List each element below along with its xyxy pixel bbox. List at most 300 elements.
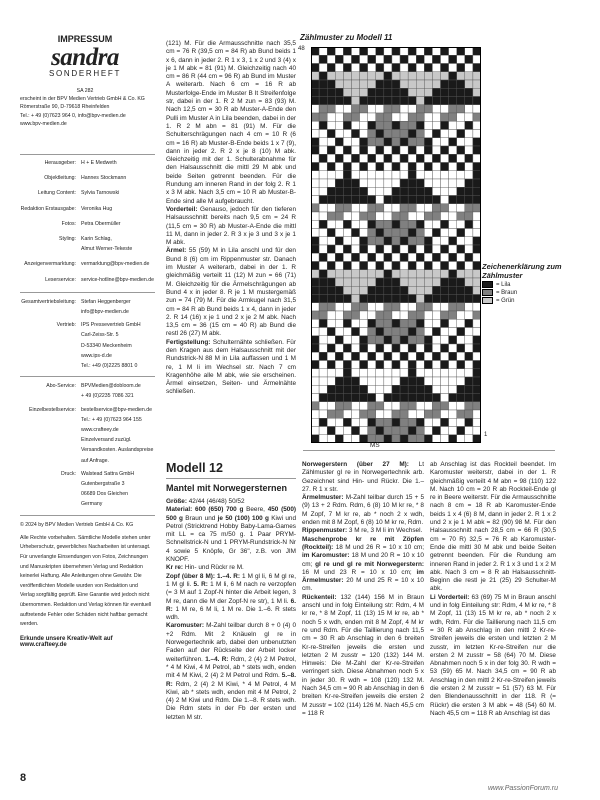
chart-cell [465,245,473,253]
chart-cell [449,187,457,195]
chart-cell [368,72,376,80]
chart-cell [473,55,481,63]
chart-cell [424,105,432,113]
chart-cell [400,121,408,129]
chart-cell [384,270,392,278]
chart-cell [424,295,432,303]
chart-cell [343,245,351,253]
chart-cell [473,64,481,72]
chart-cell [473,204,481,212]
chart-cell [343,196,351,204]
chart-cell [432,377,440,385]
chart-cell [368,295,376,303]
chart-cell [465,344,473,352]
chart-cell [343,97,351,105]
chart-cell [343,154,351,162]
chart-cell [441,105,449,113]
chart-cell [360,253,368,261]
chart-cell [408,328,416,336]
legend-item-gruen [482,297,562,305]
chart-cell [416,295,424,303]
chart-cell [441,278,449,286]
chart-cell [376,121,384,129]
chart-cell [408,138,416,146]
chart-cell [400,138,408,146]
chart-cell [368,352,376,360]
chart-cell [311,179,319,187]
chart-cell [408,245,416,253]
impressum-row [20,160,160,166]
chart-cell [335,377,343,385]
chart-cell [327,64,335,72]
chart-cell [424,427,432,435]
chart-cell [376,105,384,113]
chart-cell [384,64,392,72]
chart-cell [384,121,392,129]
chart-cell [360,113,368,121]
chart-cell [441,336,449,344]
chart-cell [432,171,440,179]
chart-cell [376,311,384,319]
chart-cell [384,113,392,121]
chart-cell [441,212,449,220]
chart-cell [465,237,473,245]
chart-cell [449,229,457,237]
chart-cell [408,336,416,344]
chart-cell [457,303,465,311]
chart-cell [319,171,327,179]
chart-cell [465,64,473,72]
chart-cell [343,80,351,88]
chart-cell [449,171,457,179]
chart-cell [343,229,351,237]
material-paragraph [166,506,296,564]
chart-cell [473,253,481,261]
chart-cell [432,47,440,55]
chart-cell [408,377,416,385]
chart-cell [311,47,319,55]
impressum-label: Leitung Content: [37,190,76,197]
chart-cell [432,113,440,121]
chart-cell [343,270,351,278]
chart-cell [351,311,359,319]
aermelmuster-paragraph [302,494,424,527]
chart-cell [368,146,376,154]
groesse-paragraph [166,498,296,506]
chart-cell [351,154,359,162]
chart-cell [360,328,368,336]
impressum-value: Petra Obermüller [81,220,121,227]
chart-cell [335,435,343,443]
chart-cell [457,394,465,402]
model-title: Modell 12 [166,461,223,475]
chart-cell [376,163,384,171]
legend-label: = Lila [496,282,511,289]
chart-cell [327,344,335,352]
chart-cell [335,253,343,261]
chart-cell [327,138,335,146]
chart-cell [343,385,351,393]
chart-cell [376,245,384,253]
chart-cell [327,163,335,171]
chart-cell [473,105,481,113]
chart-cell [449,328,457,336]
chart-cell [392,262,400,270]
chart-cell [384,97,392,105]
chart-cell [432,311,440,319]
material-heading: Material: 600 (650) 700 g [166,506,244,514]
chart-cell [432,105,440,113]
chart-cell [319,154,327,162]
chart-cell [416,64,424,72]
chart-cell [408,179,416,187]
chart-cell [376,113,384,121]
chart-cell [335,179,343,187]
chart-cell [384,72,392,80]
chart-cell [424,113,432,121]
chart-cell [457,237,465,245]
chart-cell [465,319,473,327]
chart-cell [408,229,416,237]
chart-cell [351,220,359,228]
chart-cell [335,55,343,63]
chart-cell [335,138,343,146]
chart-cell [384,179,392,187]
chart-cell [327,402,335,410]
chart-cell [319,295,327,303]
chart-cell [311,270,319,278]
chart-cell [360,97,368,105]
chart-cell [327,435,335,443]
chart-cell [432,328,440,336]
chart-cell [465,146,473,154]
material-amount: 450 (500) 500 g [166,506,297,522]
chart-cell [376,278,384,286]
chart-cell [311,303,319,311]
chart-cell [327,319,335,327]
publisher-line: Römerstraße 90, D-79618 Rheinfelden [20,104,110,111]
chart-cell [384,278,392,286]
chart-cell [449,138,457,146]
chart-cell [351,385,359,393]
chart-cell [400,245,408,253]
chart-cell [473,179,481,187]
chart-cell [311,88,319,96]
chart-cell [360,377,368,385]
chart-cell [416,179,424,187]
chart-cell [400,385,408,393]
chart-cell [400,435,408,443]
chart-cell [432,179,440,187]
chart-cell [360,154,368,162]
chart-cell [441,187,449,195]
chart-cell [432,64,440,72]
chart-cell [400,97,408,105]
chart-cell [432,385,440,393]
chart-cell [319,278,327,286]
impressum-label: Styling: [58,236,76,243]
chart-cell [368,336,376,344]
chart-cell [343,352,351,360]
chart-cell [473,402,481,410]
impressum-value: H + E Medweth [81,160,117,166]
chart-cell [400,179,408,187]
chart-cell [424,311,432,319]
chart-cell [335,328,343,336]
chart-cell [416,410,424,418]
chart-cell [457,286,465,294]
chart-cell [424,237,432,245]
chart-cell [441,435,449,443]
chart-cell [400,204,408,212]
chart-cell [408,311,416,319]
chart-cell [424,270,432,278]
karo-text: M-Zahl teilbar durch 8 + 0 (4) 0 +2 Rdm. Mit 2 Knäueln gl re in Norwegertechnik arb, dabei den unbenutzten Faden auf der Rückseite der Arbeit locker weiterführen. [166,622,296,663]
chart-cell [343,121,351,129]
groesse-heading: Größe: [166,498,187,505]
chart-cell [392,435,400,443]
chart-cell [319,427,327,435]
chart-cell [432,410,440,418]
chart-cell [432,146,440,154]
chart-cell [465,220,473,228]
chart-cell [360,163,368,171]
chart-cell [311,55,319,63]
impressum-value: Hannes Stockmann [81,175,127,182]
rueckenteil-paragraph [302,594,424,718]
impressum-row [20,299,160,315]
chart-cell [416,105,424,113]
chart-cell [457,138,465,146]
chart-cell [376,212,384,220]
chart-cell [351,229,359,237]
chart-cell [343,146,351,154]
chart-cell [400,105,408,113]
chart-cell [335,361,343,369]
chart-cell [368,80,376,88]
chart-cell [319,402,327,410]
chart-cell [457,47,465,55]
chart-cell [384,262,392,270]
chart-cell [327,385,335,393]
chart-cell [319,196,327,204]
chart-cell [319,229,327,237]
chart-cell [457,319,465,327]
chart-cell [327,369,335,377]
chart-cell [416,369,424,377]
chart-cell [424,97,432,105]
chart-cell [384,295,392,303]
chart-cell [319,113,327,121]
chart-cell [441,311,449,319]
issue-number: SA 282 [76,88,94,94]
chart-cell [343,237,351,245]
impressum-label: Anzeigenvermarktung: [24,261,76,268]
chart-cell [319,88,327,96]
chart-cell [392,369,400,377]
chart-cell [424,138,432,146]
chart-cell [473,361,481,369]
chart-cell [465,270,473,278]
chart-cell [311,286,319,294]
chart-cell [392,97,400,105]
chart-cell [408,64,416,72]
chart-cell [351,187,359,195]
chart-cell [319,262,327,270]
chart-cell [351,80,359,88]
chart-cell [360,311,368,319]
chart-cell [457,130,465,138]
chart-cell [376,130,384,138]
chart-cell [376,295,384,303]
chart-cell [449,344,457,352]
chart-cell [384,163,392,171]
chart-cell [327,336,335,344]
chart-cell [392,121,400,129]
aermel-heading: Ärmel: [166,247,187,255]
chart-cell [319,385,327,393]
chart-cell [335,262,343,270]
chart-cell [319,64,327,72]
chart-cell [360,410,368,418]
chart-cell [384,138,392,146]
chart-cell [368,303,376,311]
chart-cell [424,319,432,327]
chart-cell [424,344,432,352]
chart-cell [335,286,343,294]
chart-cell [424,146,432,154]
chart-cell [392,286,400,294]
chart-cell [392,47,400,55]
chart-cell [343,47,351,55]
chart-cell [384,187,392,195]
chart-cell [384,253,392,261]
chart-cell [376,97,384,105]
chart-cell [368,196,376,204]
chart-cell [457,278,465,286]
chart-cell [400,369,408,377]
chart-cell [441,113,449,121]
chart-cell [343,130,351,138]
chart-cell [376,146,384,154]
chart-cell [457,163,465,171]
chart-cell [376,385,384,393]
chart-cell [432,361,440,369]
brand-logo [20,46,150,78]
chart-cell [360,319,368,327]
chart-cell [416,303,424,311]
chart-cell [408,303,416,311]
chart-cell [432,278,440,286]
chart-cell [384,377,392,385]
chart-cell [392,427,400,435]
chart-cell [449,196,457,204]
chart-cell [457,64,465,72]
chart-cell [311,113,319,121]
chart-cell [335,88,343,96]
chart-cell [465,212,473,220]
chart-cell [384,245,392,253]
chart-cell [416,270,424,278]
chart-cell [441,328,449,336]
chart-cell [416,328,424,336]
chart-cell [392,163,400,171]
chart-cell [473,121,481,129]
chart-cell [441,361,449,369]
chart-cell [311,97,319,105]
chart-cell [416,138,424,146]
chart-cell [343,163,351,171]
chart-cell [392,311,400,319]
chart-cell [449,303,457,311]
chart-cell [416,278,424,286]
chart-cell [376,204,384,212]
footer-link[interactable]: Erkunde unsere Kreativ-Welt auf www.crafteey.de [20,635,113,648]
chart-cell [384,47,392,55]
chart-cell [351,361,359,369]
chart-cell [384,146,392,154]
chart-cell [449,377,457,385]
chart-cell [441,229,449,237]
chart-cell [368,187,376,195]
chart-cell [473,270,481,278]
chart-cell [335,130,343,138]
material-text: Braun und [182,514,218,522]
chart-cell [408,286,416,294]
chart-cell [360,138,368,146]
impressum-row [20,322,160,369]
chart-cell [441,171,449,179]
model-subtitle: Mantel mit Norwegersternen [166,483,288,493]
chart-cell [449,435,457,443]
chart-cell [424,130,432,138]
chart-cell [343,377,351,385]
chart-cell [327,311,335,319]
chart-cell [416,237,424,245]
chart-cell [327,295,335,303]
chart-cell [416,344,424,352]
chart-cell [424,402,432,410]
chart-cell [311,64,319,72]
chart-cell [384,286,392,294]
maschenprobe-heading: gl re und gl re mit Norwegerstern: [315,560,425,568]
chart-cell [408,88,416,96]
chart-cell [343,303,351,311]
chart-cell [368,418,376,426]
chart-cell [400,72,408,80]
impressum-label: Objektleitung: [44,175,76,182]
chart-cell [360,80,368,88]
chart-cell [416,187,424,195]
aermelmuster-text: M-Zahl teilbar durch 15 + 5 (9) 13 + 2 Rdm. Rdm, 6 (8) 10 M kr re, * 8 M Zopf, 7 M kr re, ab * noch 2 x wdh, enden mit 8 M Zopf, 6 (8) 10 M kr re, Rdm. [302,494,424,527]
chart-cell [473,427,481,435]
chart-cell [416,220,424,228]
chart-cell [432,220,440,228]
chart-cell [392,377,400,385]
chart-cell [473,262,481,270]
chart-cell [360,361,368,369]
chart-cell [360,179,368,187]
chart-cell [424,220,432,228]
publisher-line: Tel.: + 49 (0)7623 964 0, info@bpv-medien.de [20,112,126,119]
chart-cell [400,212,408,220]
chart-cell [384,130,392,138]
chart-cell [392,352,400,360]
chart-cell [408,361,416,369]
chart-cell [465,253,473,261]
chart-cell [432,286,440,294]
chart-cell [360,187,368,195]
